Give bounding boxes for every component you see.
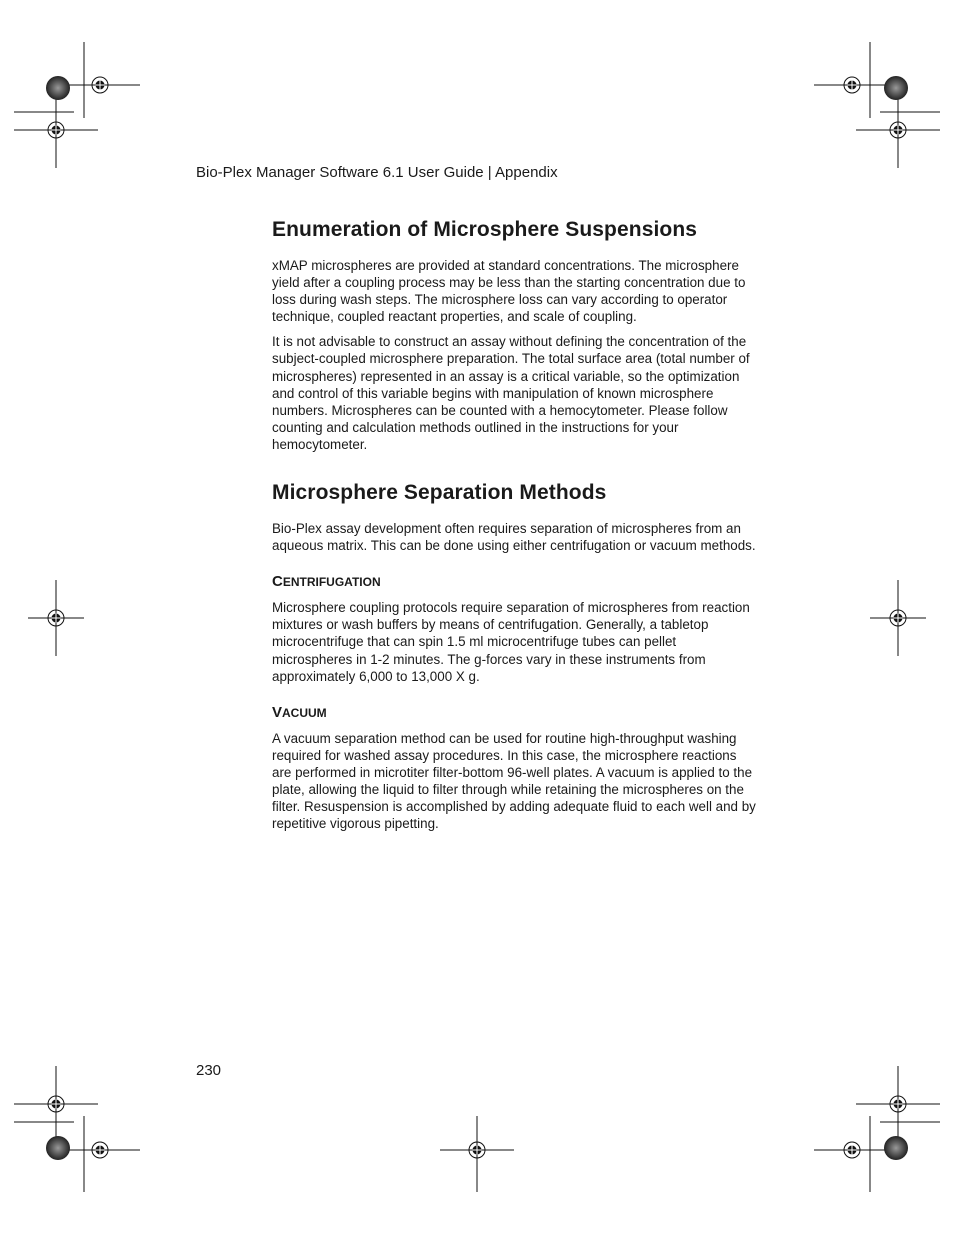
page-number: 230 [196, 1062, 222, 1079]
heading-small-caps: ACUUM [282, 705, 327, 720]
paragraph: It is not advisable to construct an assay without defining the concentration of the subject-coupled microsphere preparation. The total surface area (total number of microspheres) represented in an assay is a critical variable, so the optimization and control of this variable begins with manipulation of known microsphere numbers. Microspheres can be counted with a hemocytometer. Please follow counting and calculation methods outlined in the instructions for your hemocytometer. [272, 334, 750, 452]
subsection-heading [272, 572, 758, 592]
heading-initial: C [272, 573, 283, 591]
paragraph: xMAP microspheres are provided at standard concentrations. The microsphere yield after a coupling process may be less than the starting concentration due to loss during wash steps. The microsphere loss can vary according to operator technique, coupled reactant properties, and scale of coupling. [272, 258, 746, 325]
paragraph: Bio-Plex assay development often requires separation of microspheres from an aqueous matrix. This can be done using either centrifugation or vacuum methods. [272, 521, 756, 554]
paragraph: Microsphere coupling protocols require separation of microspheres from reaction mixtures or wash buffers by means of centrifugation. Generally, a tabletop microcentrifuge that can spin 1.5 ml microcentrifuge tubes can pellet microspheres in 1-2 minutes. The g-forces vary in these instruments from approximately 6,000 to 13,000 X g. [272, 600, 750, 684]
page-content [272, 216, 758, 840]
heading-small-caps: ENTRIFUGATION [282, 575, 381, 590]
paragraph: A vacuum separation method can be used for routine high-throughput washing required for washed assay procedures. In this case, the microsphere reactions are performed in microtiter filter-bottom 96-well plates. A vacuum is applied to the plate, allowing the liquid to filter through while retaining the microspheres on the filter. Resuspension is accomplished by adding adequate fluid to each well and by repetitive vigorous pipetting. [272, 730, 756, 832]
section-heading: Enumeration of Microsphere Suspensions [272, 218, 698, 241]
section-heading: Microsphere Separation Methods [272, 481, 607, 505]
running-header: Bio-Plex Manager Software 6.1 User Guide | Appendix [196, 164, 558, 181]
subsection-heading [272, 703, 758, 723]
heading-initial: V [272, 703, 283, 721]
